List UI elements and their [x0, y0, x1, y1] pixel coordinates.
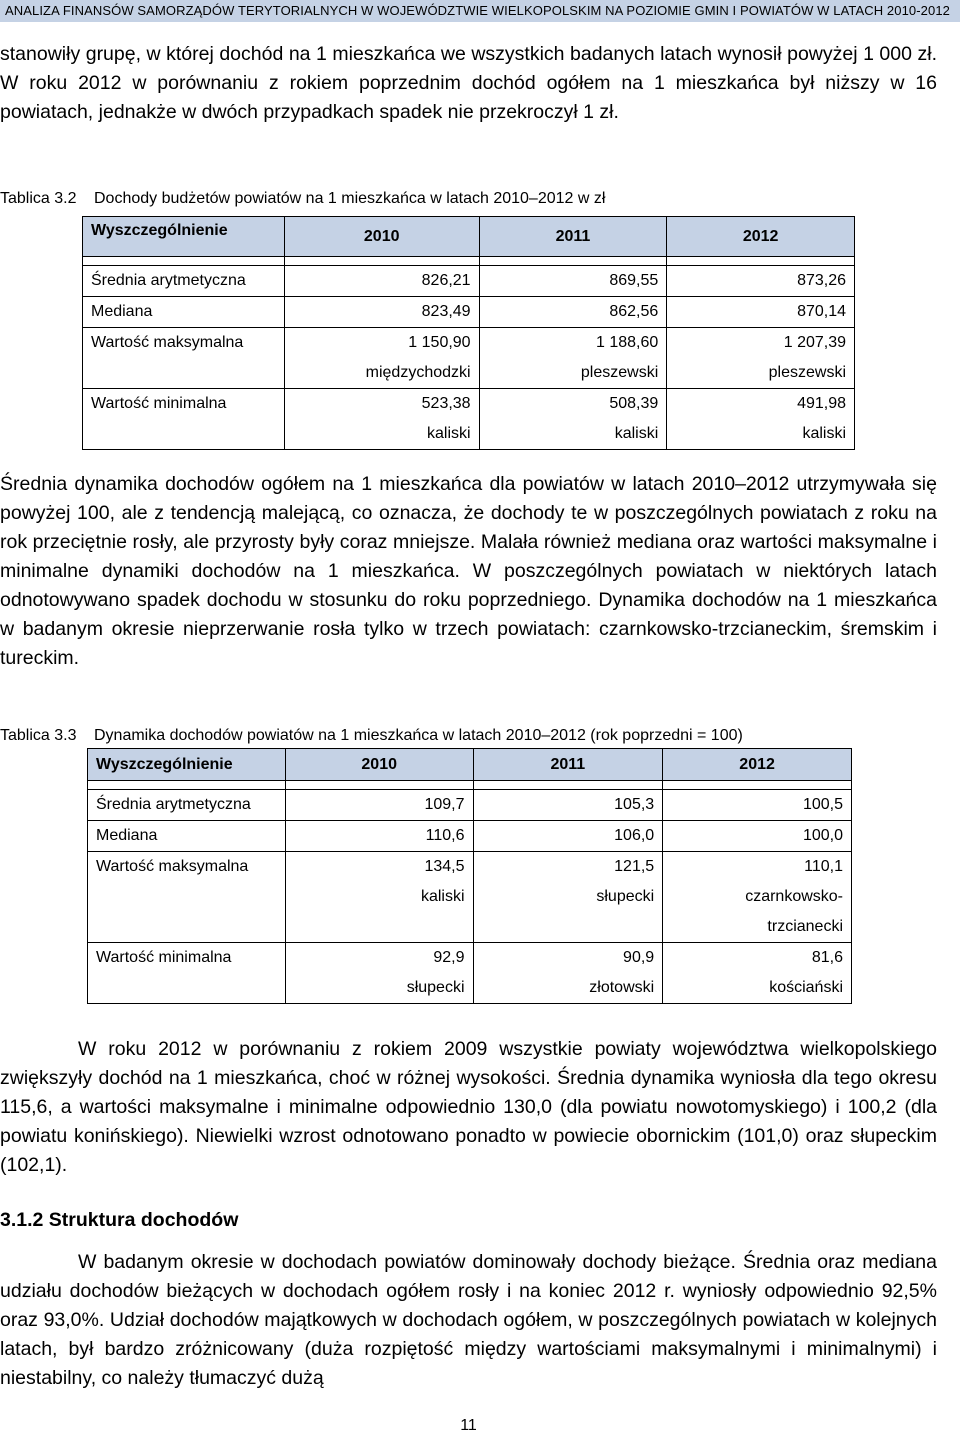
cell-value: 109,7: [424, 796, 465, 813]
table2: [87, 748, 852, 1004]
row-label: Wartość minimalna: [88, 943, 286, 1004]
table1-year: 2010: [284, 217, 479, 257]
table-cell: [473, 852, 663, 943]
table-cell: [285, 852, 473, 943]
table1-header-row: [83, 217, 855, 257]
table-spacer-cell: [88, 781, 286, 790]
table2-year: 2011: [473, 749, 663, 781]
table2-year: 2010: [285, 749, 473, 781]
row-label: Mediana: [88, 821, 286, 852]
cell-county: trzcianecki: [767, 918, 843, 935]
cell-county: czarnkowsko-: [745, 888, 843, 905]
table-cell: [479, 328, 667, 389]
table2-year: 2012: [663, 749, 852, 781]
cell-county: pleszewski: [768, 364, 846, 381]
table-cell: [284, 389, 479, 450]
row-label: Wartość maksymalna: [88, 852, 286, 943]
table1-label: Tablica 3.2: [0, 190, 77, 207]
intro-paragraph: stanowiły grupę, w której dochód na 1 mieszkańca we wszystkich badanych latach wynosił powyżej 1 000 zł. W roku 2012 w porównaniu z rokiem poprzednim dochód ogółem na 1 mieszkańca był niższy w 16 powiatach, jednakże w dwóch przypadkach spadek nie przekroczył 1 zł.: [0, 43, 937, 123]
cell-value: 92,9: [433, 949, 465, 966]
table-cell: [473, 821, 663, 852]
table2-caption: [0, 726, 743, 746]
cell-value: 873,26: [797, 272, 846, 289]
cell-value: 110,6: [425, 827, 465, 844]
cell-value: 826,21: [421, 272, 471, 289]
table-row: [88, 943, 852, 1004]
row-label: Wartość minimalna: [83, 389, 285, 450]
table1-title: Dochody budżetów powiatów na 1 mieszkańca w latach 2010–2012 w zł: [94, 190, 606, 207]
table-row: [83, 328, 855, 389]
cell-county: kaliski: [802, 425, 846, 442]
cell-value: 100,5: [802, 796, 843, 813]
table-cell: [284, 266, 479, 297]
table-cell: [667, 297, 855, 328]
row-label: Średnia arytmetyczna: [83, 266, 285, 297]
table-spacer-cell: [479, 257, 667, 266]
table-cell: [473, 943, 663, 1004]
table-spacer-row: [83, 257, 855, 266]
table-cell: [663, 821, 852, 852]
table-row: [83, 266, 855, 297]
table1-year: 2012: [667, 217, 855, 257]
table2-header-row: [88, 749, 852, 781]
cell-value: 134,5: [424, 858, 465, 875]
table-row: [88, 852, 852, 943]
table-row: [88, 790, 852, 821]
paragraph-dynamics: Średnia dynamika dochodów ogółem na 1 mieszkańca dla powiatów w latach 2010–2012 utrzymywała się powyżej 100, ale z tendencją malejącą, co oznacza, że dochody te w poszczególnych powiatach z roku na rok przeciętnie rosły, ale przyrosty były coraz mniejsze. Malała również mediana oraz wartości maksymalne i minimalne dynamiki dochodów na 1 mieszkańca. W poszczególnych powiatach w niektórych latach odnotowywano spadek dochodu w stosunku do roku poprzedniego. Dynamika dochodów na 1 mieszkańca w badanym okresie nieprzerwanie rosła tylko w trzech powiatach: czarnkowsko-trzcianeckim, śremskim i tureckim.: [0, 473, 937, 669]
table1-year: 2011: [479, 217, 667, 257]
table-spacer-cell: [663, 781, 852, 790]
cell-value: 508,39: [609, 395, 659, 412]
cell-value: 110,1: [804, 858, 843, 875]
cell-value: 523,38: [421, 395, 471, 412]
cell-value: 870,14: [797, 303, 846, 320]
section-heading: 3.1.2 Struktura dochodów: [0, 1209, 239, 1231]
table-row: [88, 821, 852, 852]
table-spacer-cell: [284, 257, 479, 266]
cell-county: międzychodzki: [365, 364, 471, 381]
table2-header-label: Wyszczególnienie: [88, 749, 286, 781]
table1-caption: [0, 189, 605, 209]
cell-county: złotowski: [589, 979, 655, 996]
cell-value: 105,3: [614, 796, 655, 813]
table2-title: Dynamika dochodów powiatów na 1 mieszkańca w latach 2010–2012 (rok poprzedni = 100): [94, 727, 743, 744]
cell-value: 1 150,90: [408, 334, 471, 351]
table-spacer-cell: [83, 257, 285, 266]
table-cell: [667, 266, 855, 297]
running-header: ANALIZA FINANSÓW SAMORZĄDÓW TERYTORIALNYCH W WOJEWÓDZTWIE WIELKOPOLSKIM NA POZIOMIE GMIN I POWIATÓW W LATACH 2010-2012: [4, 3, 950, 18]
table-cell: [479, 266, 667, 297]
cell-county: słupecki: [596, 888, 655, 905]
table-cell: [285, 943, 473, 1004]
cell-county: kaliski: [420, 888, 465, 905]
row-label: Średnia arytmetyczna: [88, 790, 286, 821]
table-spacer-row: [88, 781, 852, 790]
cell-value: 1 207,39: [783, 334, 846, 351]
table-cell: [479, 297, 667, 328]
cell-value: 823,49: [421, 303, 471, 320]
table-row: [83, 389, 855, 450]
table1-header-label: Wyszczególnienie: [83, 217, 285, 257]
paragraph-structure: W badanym okresie w dochodach powiatów dominowały dochody bieżące. Średnia oraz mediana udziału dochodów bieżących w dochodach ogółem rosły i na koniec 2012 r. wyniosły odpowiednio 92,5% oraz 93,0%. Udział dochodów majątkowych w dochodach ogółem, w poszczególnych powiatach w kolejnych latach, był bardzo zróżnicowany (duża rozpiętość między wartościami maksymalnymi i minimalnymi) i niestabilny, co należy tłumaczyć dużą: [0, 1251, 937, 1389]
table-cell: [285, 790, 473, 821]
cell-value: 81,6: [811, 949, 843, 966]
cell-county: kościański: [769, 979, 843, 996]
table1: [82, 216, 855, 450]
cell-value: 491,98: [797, 395, 846, 412]
cell-value: 862,56: [609, 303, 659, 320]
table-row: [83, 297, 855, 328]
cell-county: pleszewski: [580, 364, 659, 381]
table-cell: [663, 790, 852, 821]
table-cell: [667, 328, 855, 389]
table-spacer-cell: [667, 257, 855, 266]
table-cell: [663, 943, 852, 1004]
cell-value: 106,0: [614, 827, 655, 844]
row-label: Wartość maksymalna: [83, 328, 285, 389]
paragraph-2009-comparison: W roku 2012 w porównaniu z rokiem 2009 wszystkie powiaty województwa wielkopolskiego zwiększyły dochód na 1 mieszkańca, choć w różnej wysokości. Średnia dynamika wyniosła dla tego okresu 115,6, a wartości maksymalne i minimalne odpowiednio 130,0 (dla powiatu nowotomyskiego) i 100,2 (dla powiatu konińskiego). Niewielki wzrost odnotowano ponadto w powiecie obornickim (101,0) oraz słupeckim (102,1).: [0, 1038, 937, 1176]
table-spacer-cell: [285, 781, 473, 790]
cell-value: 90,9: [623, 949, 655, 966]
page-number: 11: [460, 1417, 477, 1434]
cell-county: kaliski: [614, 425, 659, 442]
table-cell: [284, 328, 479, 389]
table2-label: Tablica 3.3: [0, 727, 77, 744]
cell-value: 121,5: [614, 858, 655, 875]
cell-value: 100,0: [802, 827, 843, 844]
table-cell: [667, 389, 855, 450]
cell-value: 1 188,60: [595, 334, 659, 351]
row-label: Mediana: [83, 297, 285, 328]
table-cell: [479, 389, 667, 450]
cell-county: słupecki: [406, 979, 465, 996]
cell-county: kaliski: [427, 425, 471, 442]
cell-value: 869,55: [609, 272, 659, 289]
table-cell: [284, 297, 479, 328]
table-cell: [663, 852, 852, 943]
table-cell: [473, 790, 663, 821]
table-cell: [285, 821, 473, 852]
table1-body: [83, 257, 855, 450]
table-spacer-cell: [473, 781, 663, 790]
table2-body: [88, 781, 852, 1004]
